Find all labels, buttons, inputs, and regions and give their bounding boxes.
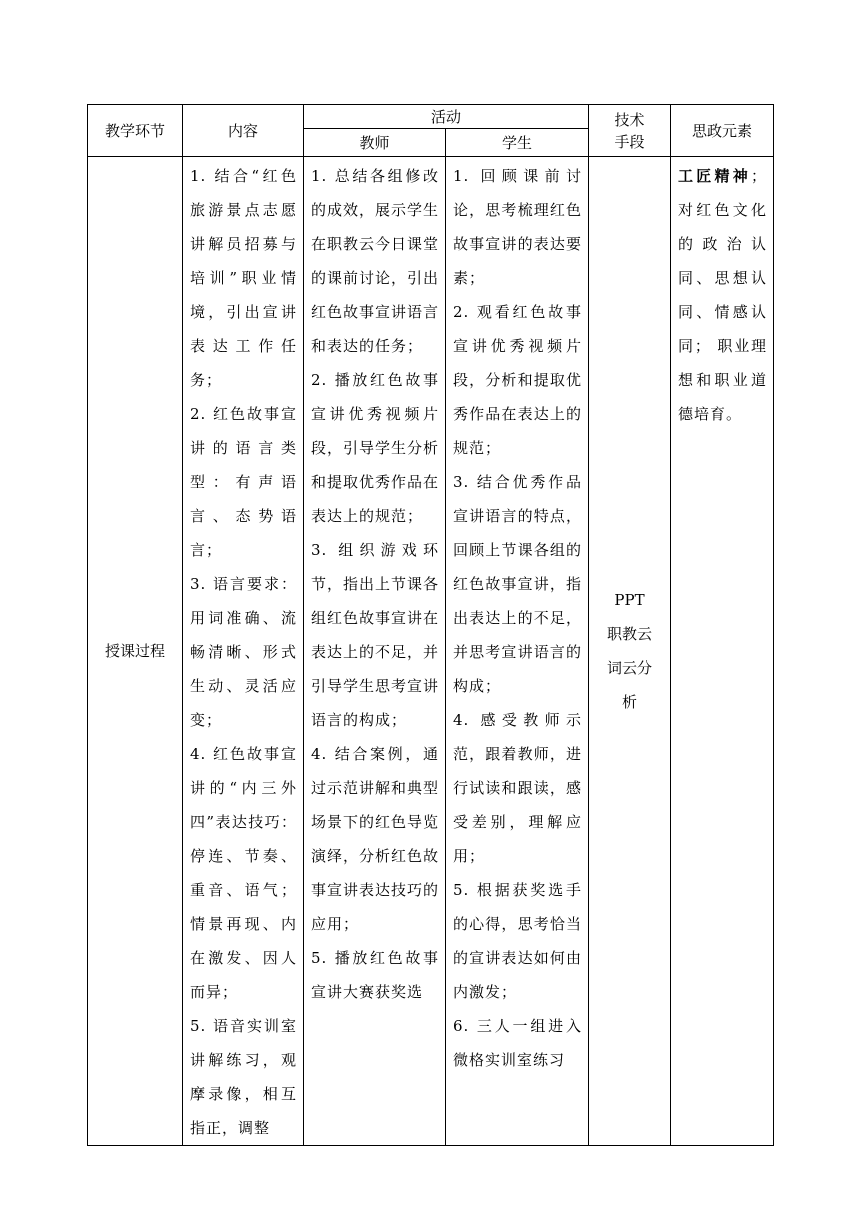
header-section: 教学环节 [88,105,183,157]
student-cell [446,157,589,1146]
header-tech [589,105,671,157]
section-cell: 授课过程 [88,157,183,1146]
tech-line: 职教云 [607,625,653,643]
tech-cell [589,157,671,1146]
student-item: 4. 感受教师示范，跟着教师，进行试读和跟读，感受差别，理解应用； [453,711,583,865]
content-item: 4. 红色故事宣讲的“内三外四”表达技巧：停连、节奏、重音、语气；情景再现、内在激发、因人而异； [190,745,297,1001]
lesson-plan-table [87,104,774,1146]
tech-line: 词云分 [607,659,653,677]
header-content: 内容 [183,105,304,157]
ideology-title: 工匠精神 [678,167,751,185]
student-item: 1. 回顾课前讨论，思考梳理红色故事宣讲的表达要素； [453,167,583,287]
ideology-text [678,159,767,431]
teacher-item: 1. 总结各组修改的成效，展示学生在职教云今日课堂的课前讨论，引出红色故事宣讲语言和表达的任务； [311,167,440,355]
student-item: 2. 观看红色故事宣讲优秀视频片段，分析和提取优秀作品在表达上的规范； [453,303,583,457]
teacher-item: 2. 播放红色故事宣讲优秀视频片段，引导学生分析和提取优秀作品在表达上的规范； [311,371,440,525]
ideology-body: 对红色文化的政治认同、思想认同、情感认同； 职业理想和职业道德培育。 [678,201,768,423]
header-row [88,105,774,129]
ideology-separator: ； [751,167,768,185]
tech-line: 析 [622,693,638,711]
teaching-process-row [88,157,774,1146]
teacher-item: 3. 组织游戏环节，指出上节课各组红色故事宣讲在表达上的不足，并引导学生思考宣讲语言的构成； [311,541,440,729]
content-cell [183,157,304,1146]
ideology-cell [671,157,774,1146]
student-item: 5. 根据获奖选手的心得，思考恰当的宣讲表达如何由内激发； [453,881,583,1001]
content-item: 1. 结合“红色旅游景点志愿讲解员招募与培训”职业情境，引出宣讲表达工作任务； [190,167,297,389]
header-tech-line2: 手段 [614,132,645,151]
teacher-item: 4. 结合案例，通过示范讲解和典型场景下的红色导览演绎，分析红色故事宣讲表达技巧的应用； [311,745,440,933]
content-item: 3. 语言要求：用词准确、流畅清晰、形式生动、灵活应变； [190,575,297,729]
tech-line: PPT [614,591,645,609]
header-teacher: 教师 [304,129,446,157]
header-ideology: 思政元素 [671,105,774,157]
student-item: 6. 三人一组进入微格实训室练习 [453,1017,583,1069]
header-activity: 活动 [304,105,589,129]
teacher-item: 5. 播放红色故事宣讲大赛获奖选 [311,949,439,1001]
student-item: 3. 结合优秀作品宣讲语言的特点，回顾上节课各组的红色故事宣讲，指出表达上的不足，并思考宣讲语言的构成； [453,473,583,695]
header-tech-line1: 技术 [614,110,645,129]
header-student: 学生 [446,129,589,157]
content-item: 5. 语音实训室讲解练习，观摩录像，相互指正，调整 [190,1017,297,1137]
content-item: 2. 红色故事宣讲的语言类型：有声语言、态势语言； [190,405,297,559]
teacher-cell [304,157,446,1146]
